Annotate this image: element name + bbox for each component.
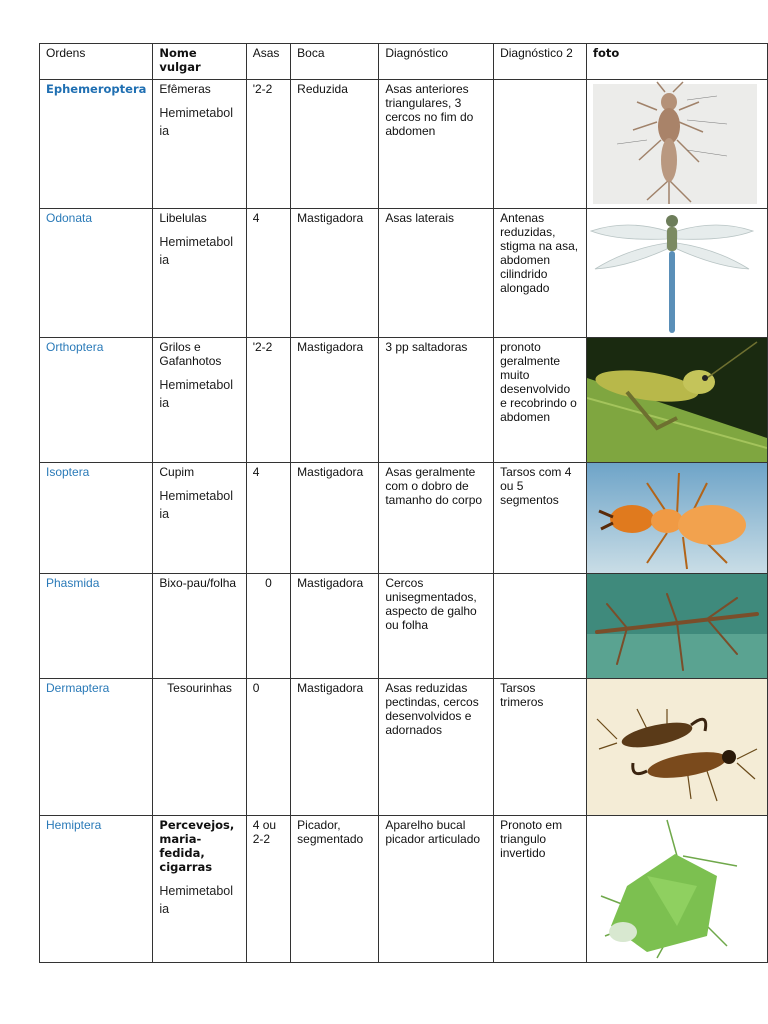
diagnosis2-cell: Tarsos com 4 ou 5 segmentos bbox=[494, 463, 587, 574]
diagnosis2-cell: pronoto geralmente muito desenvolvido e recobrindo o abdomen bbox=[494, 338, 587, 463]
mouth-cell: Mastigadora bbox=[291, 463, 379, 574]
order-name: Odonata bbox=[46, 211, 93, 225]
common-name: Bixo-pau/folha bbox=[159, 576, 237, 590]
mouth-cell: Mastigadora bbox=[291, 679, 379, 816]
order-name: Dermaptera bbox=[46, 681, 110, 695]
header-asas: Asas bbox=[246, 44, 290, 80]
termite-photo bbox=[587, 463, 767, 573]
diagnosis-cell: Asas geralmente com o dobro de tamanho do corpo bbox=[379, 463, 494, 574]
order-name: Phasmida bbox=[46, 576, 100, 590]
development-type: Hemimetabol ia bbox=[159, 106, 234, 138]
diagnosis-cell: 3 pp saltadoras bbox=[379, 338, 494, 463]
common-name: Cupim bbox=[159, 465, 195, 479]
wings-cell: 4 ou 2-2 bbox=[246, 816, 290, 963]
development-type: Hemimetabol ia bbox=[159, 489, 234, 521]
grasshopper-photo bbox=[587, 338, 767, 462]
diagnosis2-cell: Antenas reduzidas, stigma na asa, abdomen cilindrido alongado bbox=[494, 209, 587, 338]
table-row bbox=[40, 338, 768, 463]
earwig-photo bbox=[587, 679, 767, 815]
diagnosis2-cell bbox=[494, 574, 587, 679]
wings-cell: 0 bbox=[246, 679, 290, 816]
order-name: Isoptera bbox=[46, 465, 90, 479]
development-type: Hemimetabol ia bbox=[159, 235, 234, 267]
wings-cell: 0 bbox=[246, 574, 290, 679]
development-type: Hemimetabol ia bbox=[159, 378, 234, 410]
mayfly-photo bbox=[587, 80, 767, 208]
mouth-cell: Picador, segmentado bbox=[291, 816, 379, 963]
diagnosis2-cell: Tarsos trimeros bbox=[494, 679, 587, 816]
table-row bbox=[40, 209, 768, 338]
order-name: Ephemeroptera bbox=[46, 82, 147, 96]
mouth-cell: Mastigadora bbox=[291, 574, 379, 679]
header-diagnostico2: Diagnóstico 2 bbox=[494, 44, 587, 80]
diagnosis2-cell: Pronoto em triangulo invertido bbox=[494, 816, 587, 963]
table-row bbox=[40, 679, 768, 816]
mouth-cell: Reduzida bbox=[291, 80, 379, 209]
insect-orders-table bbox=[39, 43, 768, 963]
header-diagnostico: Diagnóstico bbox=[379, 44, 494, 80]
stink-bug-photo bbox=[587, 816, 767, 962]
diagnosis-cell: Asas laterais bbox=[379, 209, 494, 338]
wings-cell: '2-2 bbox=[246, 80, 290, 209]
mouth-cell: Mastigadora bbox=[291, 338, 379, 463]
diagnosis-cell: Cercos unisegmentados, aspecto de galho ou folha bbox=[379, 574, 494, 679]
common-name: Tesourinhas bbox=[167, 681, 232, 695]
header-nome-vulgar: Nome vulgar bbox=[153, 44, 246, 80]
dragonfly-photo bbox=[587, 209, 767, 337]
header-foto: foto bbox=[586, 44, 767, 80]
wings-cell: 4 bbox=[246, 463, 290, 574]
wings-cell: 4 bbox=[246, 209, 290, 338]
common-name: Grilos e Gafanhotos bbox=[159, 340, 222, 368]
mouth-cell: Mastigadora bbox=[291, 209, 379, 338]
table-row bbox=[40, 574, 768, 679]
diagnosis-cell: Asas anteriores triangulares, 3 cercos no fim do abdomen bbox=[379, 80, 494, 209]
common-name: Efêmeras bbox=[159, 82, 211, 96]
header-boca: Boca bbox=[291, 44, 379, 80]
table-row bbox=[40, 80, 768, 209]
stick-insect-photo bbox=[587, 574, 767, 678]
diagnosis2-cell bbox=[494, 80, 587, 209]
header-row bbox=[40, 44, 768, 80]
table-row bbox=[40, 463, 768, 574]
table-row bbox=[40, 816, 768, 963]
order-name: Hemiptera bbox=[46, 818, 102, 832]
common-name: Percevejos, maria-fedida, cigarras bbox=[159, 818, 235, 874]
header-ordens: Ordens bbox=[40, 44, 153, 80]
diagnosis-cell: Asas reduzidas pectindas, cercos desenvolvidos e adornados bbox=[379, 679, 494, 816]
common-name: Libelulas bbox=[159, 211, 207, 225]
order-name: Orthoptera bbox=[46, 340, 104, 354]
development-type: Hemimetabol ia bbox=[159, 884, 234, 916]
wings-cell: '2-2 bbox=[246, 338, 290, 463]
diagnosis-cell: Aparelho bucal picador articulado bbox=[379, 816, 494, 963]
